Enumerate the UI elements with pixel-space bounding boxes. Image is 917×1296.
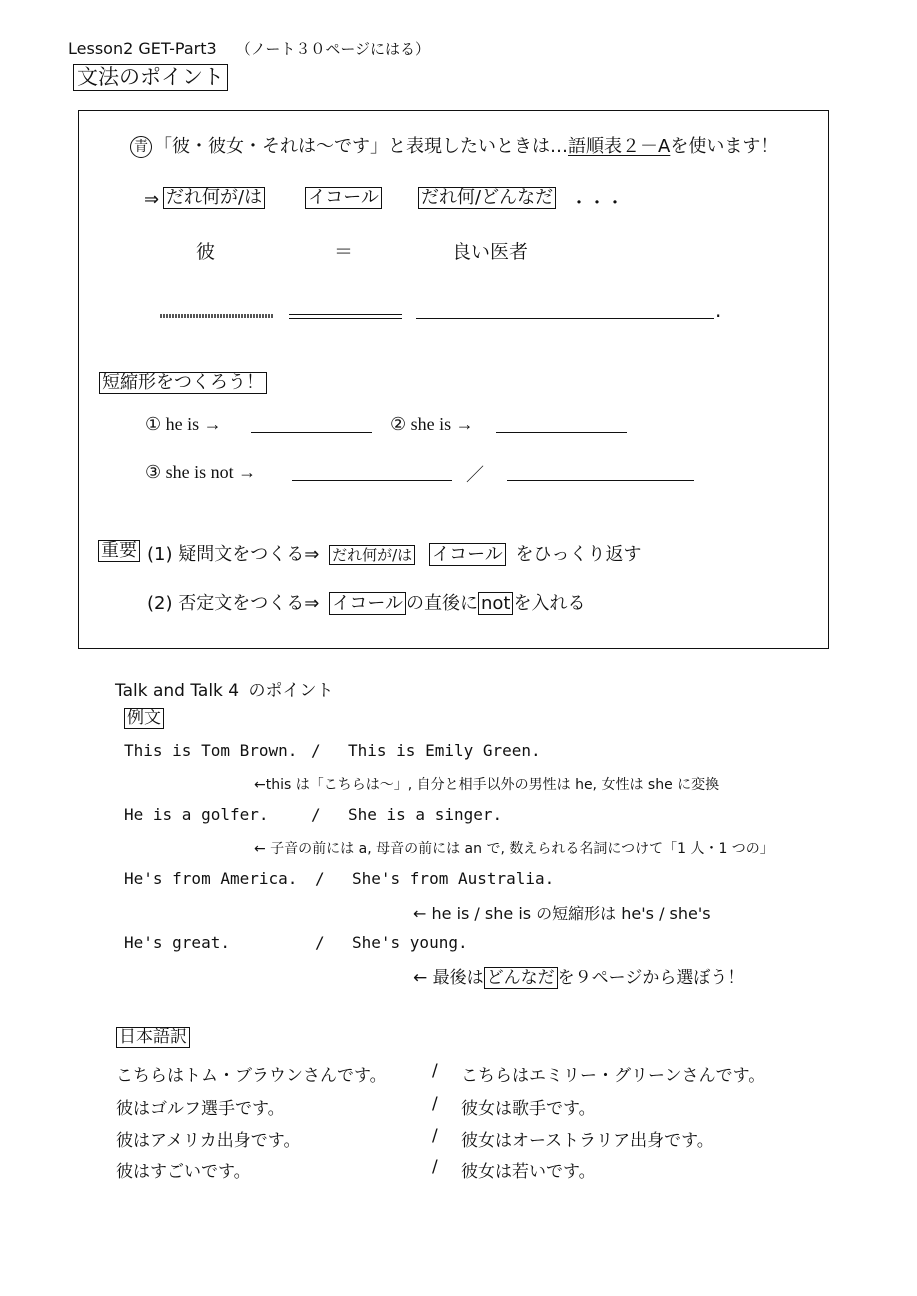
rule2-text: 否定文をつくる⇒ xyxy=(178,593,320,614)
rule2-mid: の直後に xyxy=(405,593,478,614)
blank-subject xyxy=(160,314,274,318)
translation-row-2a: 彼はゴルフ選手です。 xyxy=(116,1099,285,1119)
translation-row-4b: 彼女は若いです。 xyxy=(461,1162,596,1182)
rule2-box-equal: イコール xyxy=(329,592,406,615)
slash-3: / xyxy=(315,869,325,888)
slot-complement: だれ何/どんなだ xyxy=(418,187,556,209)
example-doctor: 良い医者 xyxy=(452,241,529,263)
slot-subject: だれ何が/は xyxy=(163,187,265,209)
note4-box: どんなだ xyxy=(484,967,558,989)
note-4 xyxy=(413,963,744,988)
slash-2: / xyxy=(311,805,321,824)
rule2-end: を入れる xyxy=(513,593,586,614)
sentence-2b: She is a singer. xyxy=(348,805,503,824)
sentence-3b: She's from Australia. xyxy=(352,869,555,888)
sentence-1b: This is Emily Green. xyxy=(348,741,541,760)
note-3: ← he is / she is の短縮形は he's / she's xyxy=(413,904,711,923)
contraction-q3: ③ she is not → xyxy=(145,462,257,482)
translation-row-4a: 彼はすごいです。 xyxy=(116,1162,251,1182)
blank-complement xyxy=(416,318,714,319)
sentence-period: . xyxy=(715,298,722,322)
slot-equal: イコール xyxy=(305,187,382,209)
translation-slash-3: / xyxy=(432,1126,438,1146)
lesson-label: Lesson2 GET-Part3 xyxy=(68,39,217,58)
rule1-end: をひっくり返す xyxy=(515,544,642,565)
talk-title xyxy=(115,676,334,701)
grammar-title: 文法のポイント xyxy=(73,64,228,91)
answer-blank-3b[interactable] xyxy=(507,480,694,481)
sentence-4b: She's young. xyxy=(352,933,468,952)
intro-prefix: 「彼・彼女・それは～です」と表現したいときは… xyxy=(154,136,568,157)
rule1-box-equal: イコール xyxy=(429,543,506,566)
slash-4: / xyxy=(315,933,325,952)
rule2-box-not: not xyxy=(478,592,513,615)
translation-slash-4: / xyxy=(432,1157,438,1177)
examples-label: 例文 xyxy=(124,708,164,729)
rule1-number: (1) xyxy=(147,544,173,565)
arrow: ⇒ xyxy=(144,189,160,210)
important-label: 重要 xyxy=(98,540,140,562)
note-instruction: （ノート３０ページにはる） xyxy=(235,40,431,58)
sentence-2a: He is a golfer. xyxy=(124,805,269,824)
ellipsis: ・・・ xyxy=(570,193,624,214)
word-order-table-ref: 語順表２－A xyxy=(568,136,671,157)
rule2-number: (2) xyxy=(147,593,173,614)
translation-row-1b: こちらはエミリー・グリーンさんです。 xyxy=(461,1066,766,1086)
answer-slash: ／ xyxy=(466,465,484,486)
contraction-q1: ① he is → xyxy=(145,414,222,434)
mark-circle: 青 xyxy=(130,136,152,158)
intro-suffix: を使います！ xyxy=(670,136,779,157)
example-equal: ＝ xyxy=(334,241,354,263)
translation-row-1a: こちらはトム・ブラウンさんです。 xyxy=(116,1066,387,1086)
important-rule-1 xyxy=(147,540,642,566)
contraction-title: 短縮形をつくろう！ xyxy=(99,372,267,394)
rule1-box-subject: だれ何が/は xyxy=(329,545,415,565)
translation-row-3a: 彼はアメリカ出身です。 xyxy=(116,1131,301,1151)
contraction-q2: ② she is → xyxy=(390,414,474,434)
slash-1: / xyxy=(311,741,321,760)
blank-verb xyxy=(289,314,402,319)
translation-row-2b: 彼女は歌手です。 xyxy=(461,1099,596,1119)
note-2: ← 子音の前には a, 母音の前には an で, 数えられる名詞につけて「1 人・1 つの」 xyxy=(254,841,774,857)
talk-title-suffix: のポイント xyxy=(248,681,334,701)
sentence-3a: He's from America. xyxy=(124,869,298,888)
note4-suffix: を９ページから選ぼう！ xyxy=(557,968,745,988)
sentence-1a: This is Tom Brown. xyxy=(124,741,298,760)
rule1-text: 疑問文をつくる⇒ xyxy=(178,544,320,565)
grammar-intro xyxy=(130,132,778,158)
answer-blank-1[interactable] xyxy=(251,432,372,433)
example-he: 彼 xyxy=(196,241,216,263)
sentence-4a: He's great. xyxy=(124,933,230,952)
translation-row-3b: 彼女はオーストラリア出身です。 xyxy=(461,1131,714,1151)
translation-slash-2: / xyxy=(432,1094,438,1114)
lesson-title xyxy=(68,38,430,59)
translation-slash-1: / xyxy=(432,1061,438,1081)
translation-label: 日本語訳 xyxy=(116,1027,190,1048)
answer-blank-2[interactable] xyxy=(496,432,627,433)
important-rule-2 xyxy=(147,589,585,615)
answer-blank-3a[interactable] xyxy=(292,480,452,481)
note4-prefix: ← 最後は xyxy=(413,968,484,988)
talk-title-main: Talk and Talk 4 xyxy=(115,681,240,701)
note-1: ←this は「こちらは～」, 自分と相手以外の男性は he, 女性は she に変換 xyxy=(254,777,720,793)
